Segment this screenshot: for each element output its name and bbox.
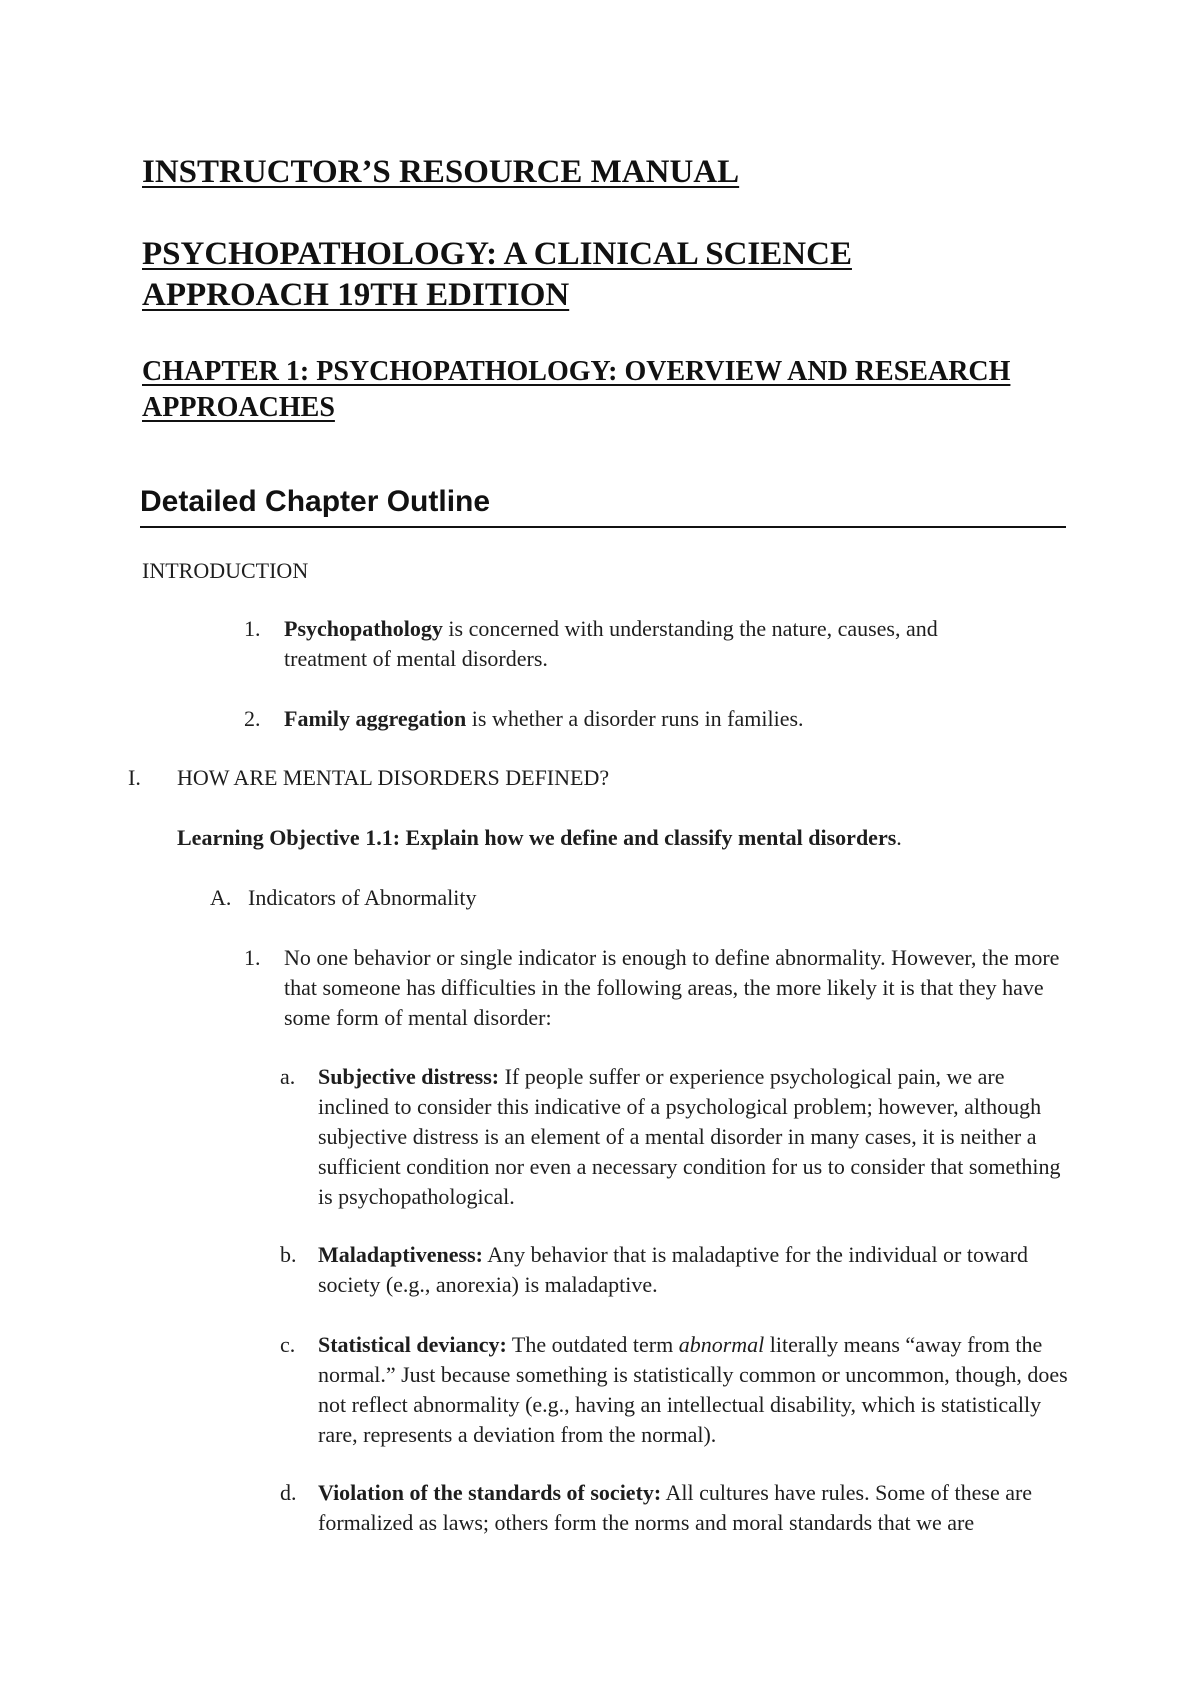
list-letter: b. xyxy=(280,1242,297,1267)
book-title: PSYCHOPATHOLOGY: A CLINICAL SCIENCE APPROACH 19TH EDITION xyxy=(142,236,852,313)
indicator-c xyxy=(280,1330,1080,1450)
indicator-b xyxy=(280,1240,1080,1300)
term: Violation of the standards of society: xyxy=(318,1480,662,1505)
term: Statistical deviancy: xyxy=(318,1332,507,1357)
definition-text: is whether a disorder runs in families. xyxy=(466,706,804,731)
subsection-heading xyxy=(210,883,477,913)
list-number: 2. xyxy=(244,706,261,731)
manual-title: INSTRUCTOR’S RESOURCE MANUAL xyxy=(142,154,740,190)
point-text: No one behavior or single indicator is enough to define abnormality. However, the more that someone has difficulties in the following areas, the more likely it is that they have some form of mental disorder: xyxy=(284,945,1060,1030)
objective-period: . xyxy=(896,825,902,850)
chapter-title: CHAPTER 1: PSYCHOPATHOLOGY: OVERVIEW AND RESEARCH APPROACHES xyxy=(142,356,1011,423)
intro-item-1 xyxy=(244,614,1014,674)
list-letter: c. xyxy=(280,1332,296,1357)
definition-text: The outdated term xyxy=(506,1332,679,1357)
subsection-title: Indicators of Abnormality xyxy=(248,885,477,910)
outline-heading: Detailed Chapter Outline xyxy=(140,484,1066,528)
objective-text: Learning Objective 1.1: Explain how we define and classify mental disorders xyxy=(177,825,897,850)
definition-text: Any behavior that is maladaptive for the individual or toward society (e.g., anorexia) is maladaptive. xyxy=(318,1242,1028,1297)
term: Maladaptiveness: xyxy=(318,1242,483,1267)
intro-item-2 xyxy=(244,704,1014,734)
introduction-label: INTRODUCTION xyxy=(142,558,309,583)
term: Family aggregation xyxy=(284,706,467,731)
definition-text: literally means “away from the normal.” Just because something is statistically common or uncommon, though, does not reflect abnormality (e.g., having an intellectual disability, which is statistically rare, represents a deviation from the normal). xyxy=(318,1332,1068,1447)
list-letter: a. xyxy=(280,1064,296,1089)
section-number: I. xyxy=(128,765,141,790)
term: Psychopathology xyxy=(284,616,443,641)
term: Subjective distress: xyxy=(318,1064,500,1089)
definition-text: All cultures have rules. Some of these are formalized as laws; others form the norms and moral standards that we are xyxy=(318,1480,1033,1535)
section-heading xyxy=(128,763,609,793)
indicator-d xyxy=(280,1478,1080,1538)
italic-term: abnormal xyxy=(678,1332,765,1357)
definition-text: is concerned with understanding the nature, causes, and treatment of mental disorders. xyxy=(284,616,938,671)
indicator-a xyxy=(280,1062,1080,1212)
definition-text: If people suffer or experience psychological pain, we are inclined to consider this indicative of a psychological problem; however, although subjective distress is an element of a mental disorder in many cases, it is neither a sufficient condition nor even a necessary condition for us to consider that something is psychopathological. xyxy=(318,1064,1061,1209)
point-1 xyxy=(244,943,1074,1033)
list-number: 1. xyxy=(244,945,261,970)
list-letter: d. xyxy=(280,1480,297,1505)
subsection-letter: A. xyxy=(210,885,232,910)
list-number: 1. xyxy=(244,616,261,641)
section-title: HOW ARE MENTAL DISORDERS DEFINED? xyxy=(177,765,610,790)
learning-objective xyxy=(177,823,902,853)
